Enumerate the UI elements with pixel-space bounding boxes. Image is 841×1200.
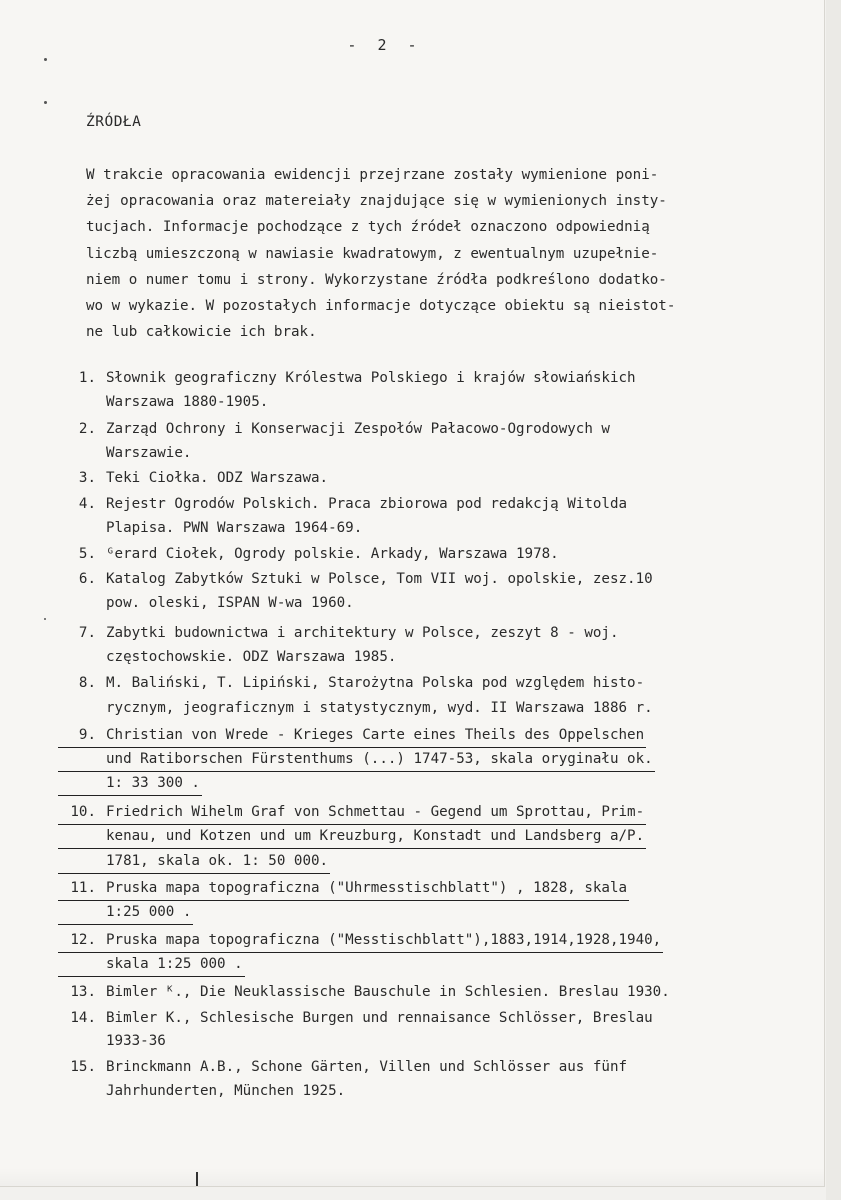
source-line: und Ratiborschen Fürstenthums (...) 1747-53, skala oryginału ok. xyxy=(106,747,653,773)
source-line: M. Baliński, T. Lipiński, Starożytna Polska pod względem histo- xyxy=(106,675,645,691)
source-number: 14. xyxy=(70,1010,96,1026)
source-line: Zabytki budownictwa i architektury w Polsce, zeszyt 8 - woj. xyxy=(106,625,619,641)
source-line: Warszawa 1880-1905. xyxy=(106,394,269,410)
source-line: 1933-36 xyxy=(106,1033,166,1049)
source-number: 15. xyxy=(70,1059,96,1075)
source-number: 1. xyxy=(78,370,96,386)
source-line: 1781, skala ok. 1: 50 000. xyxy=(106,849,328,875)
source-line: Teki Ciołka. ODZ Warszawa. xyxy=(106,470,329,486)
source-line: Brinckmann A.B., Schone Gärten, Villen und Schlösser aus fünf xyxy=(106,1059,628,1075)
source-line: Warszawie. xyxy=(106,445,192,461)
source-number: 8. xyxy=(78,675,96,691)
source-number: 7. xyxy=(78,625,96,641)
source-number: 6. xyxy=(78,571,96,587)
source-line: częstochowskie. ODZ Warszawa 1985. xyxy=(106,649,397,665)
source-number: 10. xyxy=(70,804,96,820)
section-heading: ŹRÓDŁA xyxy=(86,114,142,130)
source-line: Pruska mapa topograficzna ("Messtischblatt"),1883,1914,1928,1940, xyxy=(106,928,661,954)
source-line: Katalog Zabytków Sztuki w Polsce, Tom VII woj. opolskie, zesz.10 xyxy=(106,571,653,587)
intro-line: liczbą umieszczoną w nawiasie kwadratowym, z ewentualnym uzupełnie- xyxy=(86,245,659,262)
source-number: 5. xyxy=(78,546,96,562)
source-line: Słownik geograficzny Królestwa Polskiego i krajów słowiańskich xyxy=(106,370,636,386)
page-edge xyxy=(826,0,841,1200)
source-line: Bimler ᴷ., Die Neuklassische Bauschule in Schlesien. Breslau 1930. xyxy=(106,984,670,1000)
source-line: Rejestr Ogrodów Polskich. Praca zbiorowa pod redakcją Witolda xyxy=(106,496,628,512)
source-line: pow. oleski, ISPAN W-wa 1960. xyxy=(106,595,354,611)
source-number: 12. xyxy=(70,932,96,948)
source-number: 2. xyxy=(78,421,96,437)
source-line: Zarząd Ochrony i Konserwacji Zespołów Pałacowo-Ogrodowych w xyxy=(106,421,610,437)
source-line: Christian von Wrede - Krieges Carte eines Theils des Oppelschen xyxy=(106,723,644,749)
source-number: 3. xyxy=(78,470,96,486)
pen-mark xyxy=(196,1172,198,1186)
intro-line: wo w wykazie. W pozostałych informacje dotyczące obiektu są nieistot- xyxy=(86,298,676,315)
paper-speck xyxy=(44,618,46,620)
source-line: Plapisa. PWN Warszawa 1964-69. xyxy=(106,520,363,536)
source-line: 1:25 000 . xyxy=(106,900,191,926)
intro-line: W trakcie opracowania ewidencji przejrzane zostały wymienione poni- xyxy=(86,167,659,183)
intro-line: ne lub całkowicie ich brak. xyxy=(86,324,317,341)
intro-line: żej opracowania oraz matereiały znajdujące się w wymienionych insty- xyxy=(86,193,667,210)
page-number: - 2 - xyxy=(347,36,423,54)
source-line: ᴳerard Ciołek, Ogrody polskie. Arkady, Warszawa 1978. xyxy=(106,546,559,562)
intro-paragraph xyxy=(86,162,786,345)
paper-speck xyxy=(44,101,47,104)
source-line: kenau, und Kotzen und um Kreuzburg, Konstadt und Landsberg a/P. xyxy=(106,824,644,850)
source-number: 9. xyxy=(78,727,96,743)
source-line: Bimler K., Schlesische Burgen und rennaisance Schlösser, Breslau xyxy=(106,1010,653,1026)
source-line: 1: 33 300 . xyxy=(106,771,200,797)
source-line: rycznym, jeograficznym i statystycznym, wyd. II Warszawa 1886 r. xyxy=(106,700,653,716)
page-bottom-shadow xyxy=(0,1168,824,1186)
source-number: 4. xyxy=(78,496,96,512)
source-line: Jahrhunderten, München 1925. xyxy=(106,1083,346,1099)
intro-line: niem o numer tomu i strony. Wykorzystane źródła podkreślono dodatko- xyxy=(86,271,667,288)
source-line: skala 1:25 000 . xyxy=(106,952,243,978)
paper-speck xyxy=(44,58,47,61)
source-number: 11. xyxy=(70,880,96,896)
source-line: Pruska mapa topograficzna ("Uhrmesstischblatt") , 1828, skala xyxy=(106,876,627,902)
intro-line: tucjach. Informacje pochodzące z tych źródeł oznaczono odpowiednią xyxy=(86,219,650,236)
source-number: 13. xyxy=(70,984,96,1000)
source-line: Friedrich Wihelm Graf von Schmettau - Gegend um Sprottau, Prim- xyxy=(106,800,644,826)
